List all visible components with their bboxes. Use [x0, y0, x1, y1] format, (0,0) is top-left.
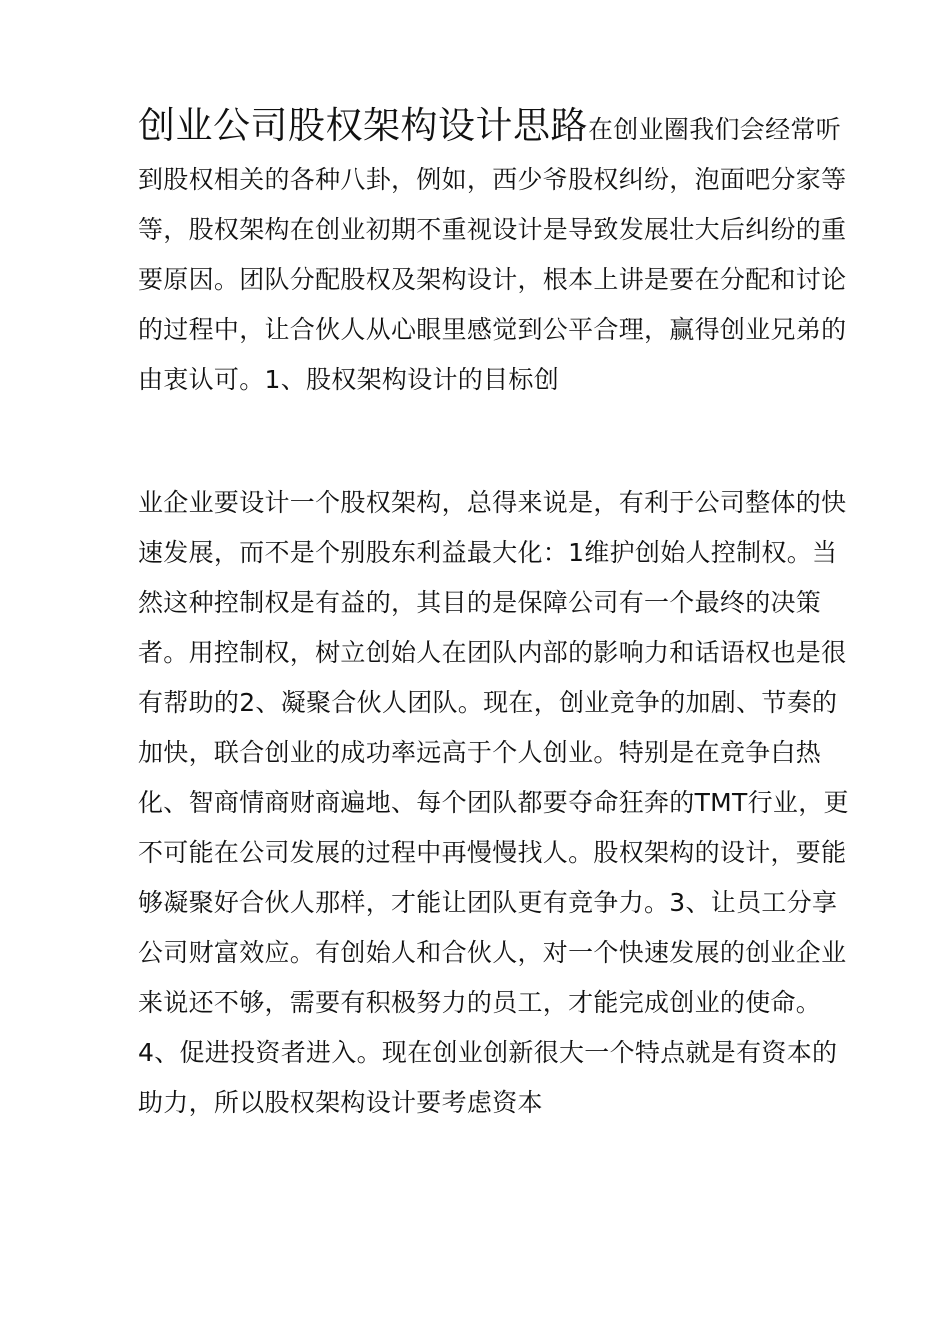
paragraph-goals: 业企业要设计一个股权架构，总得来说是，有利于公司整体的快速发展，而不是个别股东利益最大化：1维护创始人控制权。当然这种控制权是有益的，其目的是保障公司有一个最终的决策者。用控制权，树立创始人在团队内部的影响力和话语权也是很有帮助的2、凝聚合伙人团队。现在，创业竞争的加剧、节奏的加快，联合创业的成功率远高于个人创业。特别是在竞争白热化、智商情商财商遍地、每个团队都要夺命狂奔的TMT行业，更不可能在公司发展的过程中再慢慢找人。股权架构的设计，要能够凝聚好合伙人那样，才能让团队更有竞争力。3、让员工分享公司财富效应。有创始人和合伙人，对一个快速发展的创业企业来说还不够，需要有积极努力的员工，才能完成创业的使命。4、促进投资者进入。现在创业创新很大一个特点就是有资本的助力，所以股权架构设计要考虑资本 [138, 488, 849, 1117]
paragraph-intro-text: 在创业圈我们会经常听到股权相关的各种八卦，例如，西少爷股权纠纷，泡面吧分家等等，股权架构在创业初期不重视设计是导致发展壮大后纠纷的重要原因。团队分配股权及架构设计，根本上讲是要在分配和讨论的过程中，让合伙人从心眼里感觉到公平合理，赢得创业兄弟的由衷认可。1、股权架构设计的目标创 [138, 115, 847, 394]
document-title: 创业公司股权架构设计思路 [138, 104, 588, 147]
paragraph-intro [138, 101, 850, 405]
